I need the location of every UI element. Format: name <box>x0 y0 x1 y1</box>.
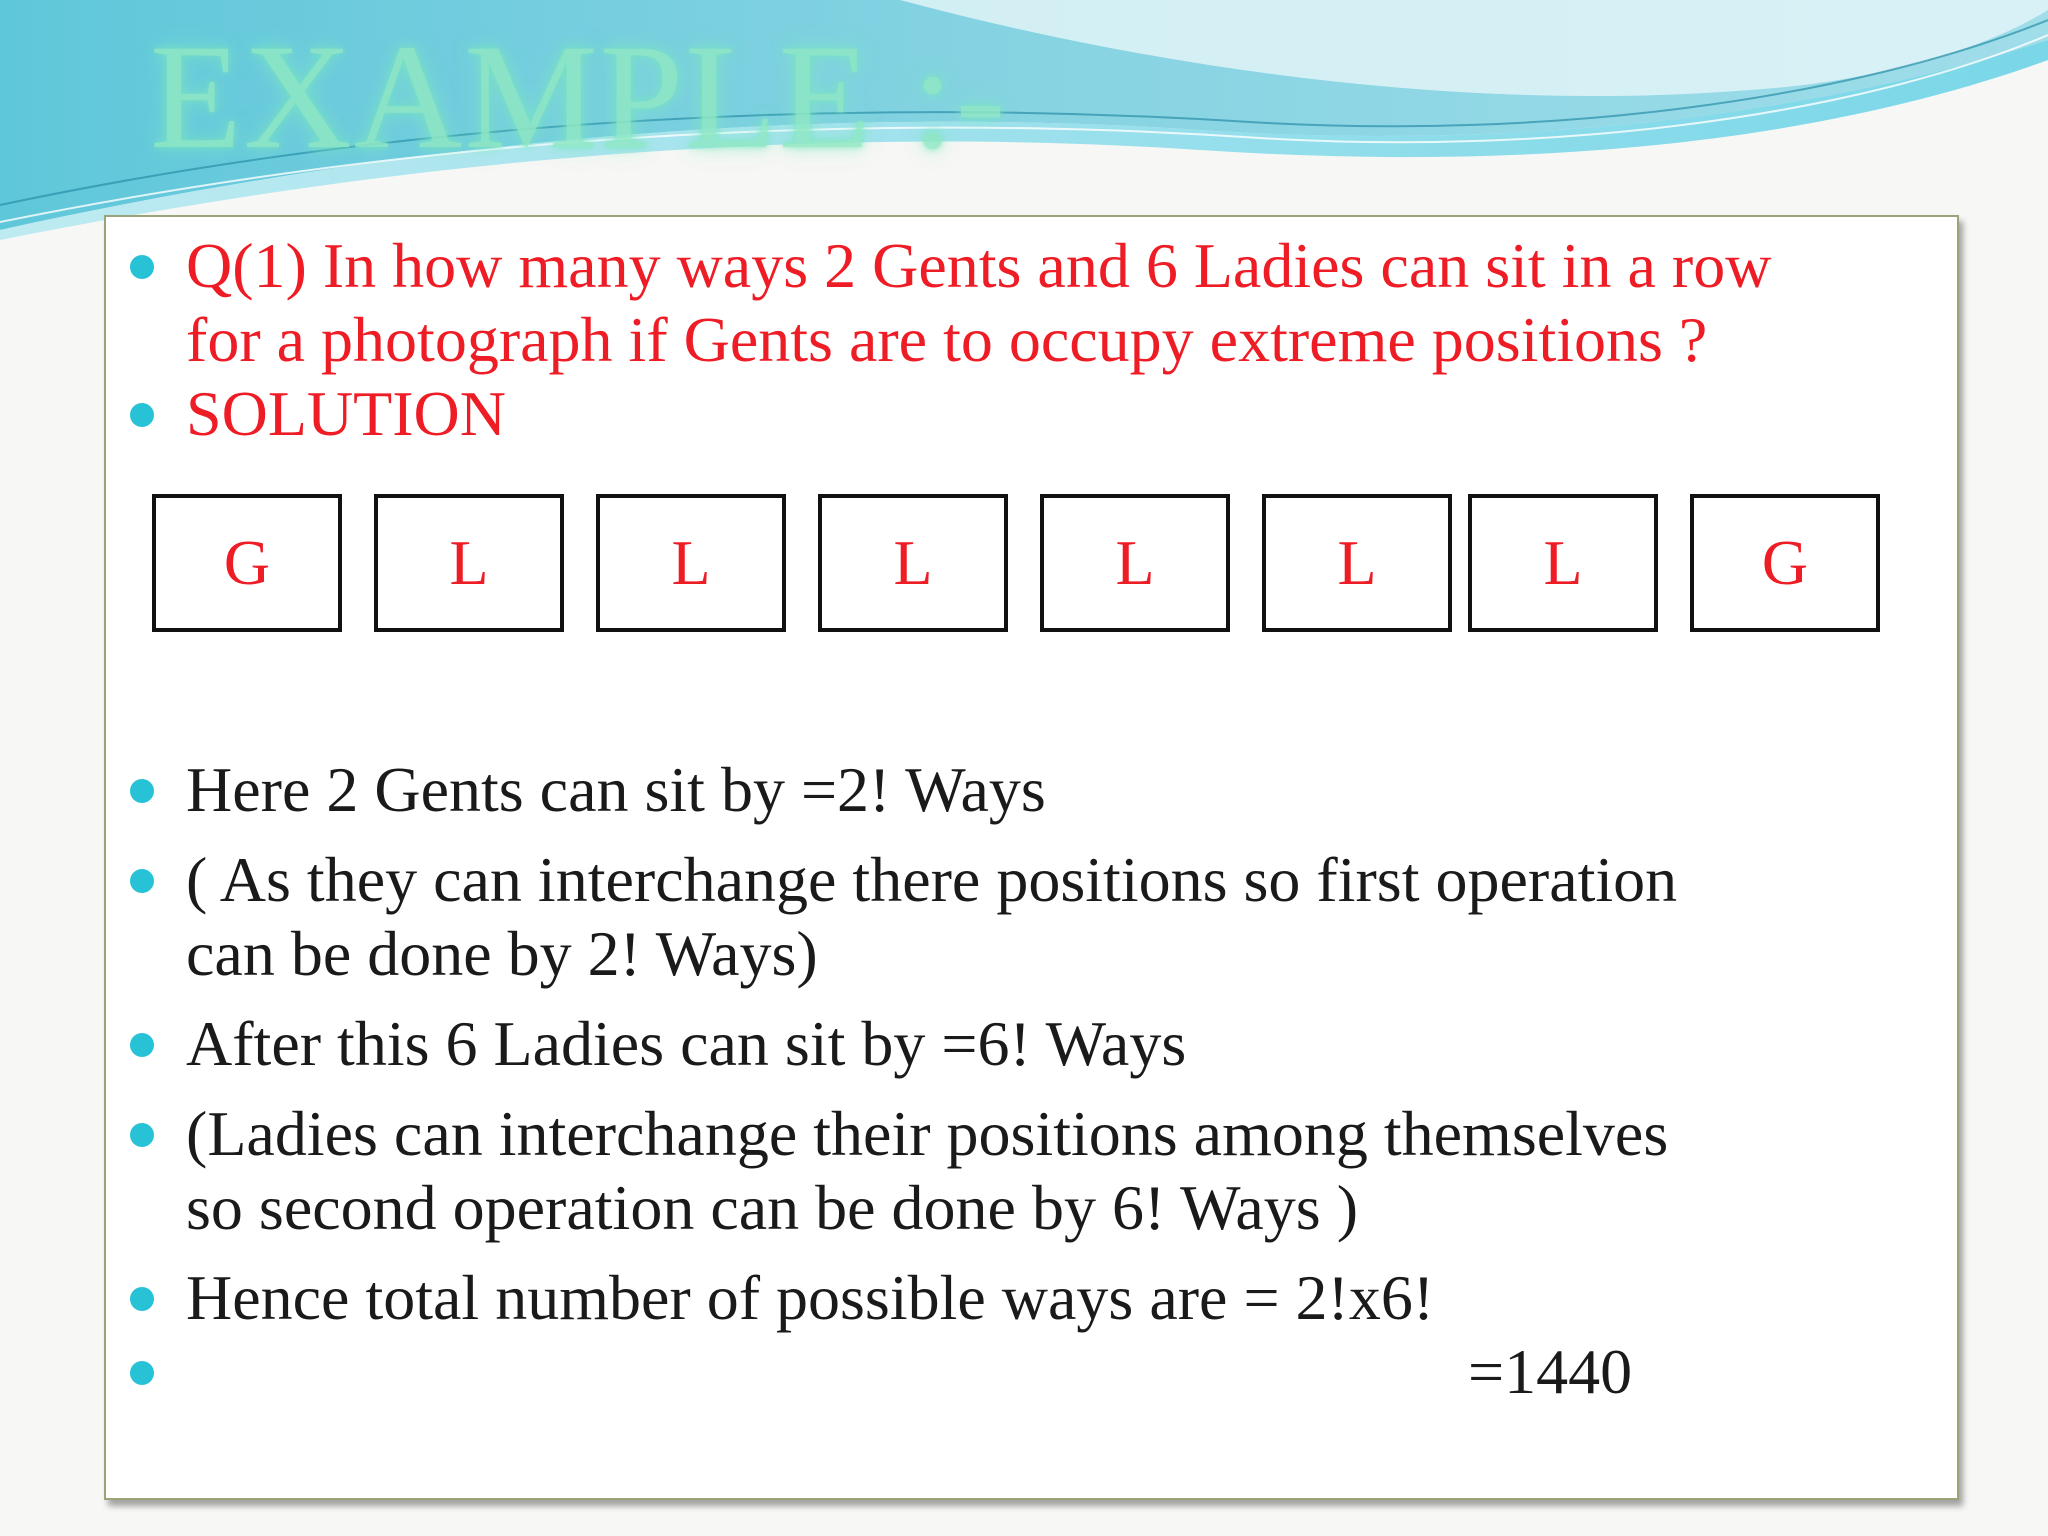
seat-box: L <box>1040 494 1230 632</box>
step-item <box>186 1097 1668 1245</box>
seat-box: L <box>818 494 1008 632</box>
step-item <box>186 753 1046 827</box>
step-line: can be done by 2! Ways) <box>186 918 818 989</box>
bullet-icon <box>130 1287 154 1311</box>
bullet-icon <box>130 403 154 427</box>
step-line: Hence total number of possible ways are = 2!x6! <box>186 1262 1435 1333</box>
step-line: ( As they can interchange there positions so first operation <box>186 844 1678 915</box>
bullet-icon <box>130 255 154 279</box>
bullet-icon <box>130 1033 154 1057</box>
slide-title: EXAMPLE :- <box>150 14 1008 180</box>
step-line: Here 2 Gents can sit by =2! Ways <box>186 754 1046 825</box>
step-line: (Ladies can interchange their positions among themselves <box>186 1098 1669 1169</box>
step-line: After this 6 Ladies can sit by =6! Ways <box>186 1008 1187 1079</box>
seat-box: L <box>1262 494 1452 632</box>
seat-box: L <box>596 494 786 632</box>
bullet-icon <box>130 1123 154 1147</box>
seat-box: G <box>152 494 342 632</box>
seat-box: G <box>1690 494 1880 632</box>
step-item <box>186 843 1677 991</box>
step-item <box>186 1007 1186 1081</box>
bullet-icon <box>130 779 154 803</box>
final-result: =1440 <box>1468 1336 1633 1407</box>
seat-box: L <box>374 494 564 632</box>
content-panel <box>104 215 1959 1500</box>
question-item <box>186 229 1771 377</box>
question-line-1: Q(1) In how many ways 2 Gents and 6 Ladies can sit in a row <box>186 230 1772 301</box>
solution-label-item <box>186 377 506 451</box>
step-item <box>186 1261 1434 1335</box>
seat-box: L <box>1468 494 1658 632</box>
question-line-2: for a photograph if Gents are to occupy extreme positions ? <box>186 304 1708 375</box>
bullet-icon <box>130 869 154 893</box>
solution-label: SOLUTION <box>186 378 506 449</box>
bullet-icon <box>130 1361 154 1385</box>
step-line: so second operation can be done by 6! Ways ) <box>186 1172 1358 1243</box>
